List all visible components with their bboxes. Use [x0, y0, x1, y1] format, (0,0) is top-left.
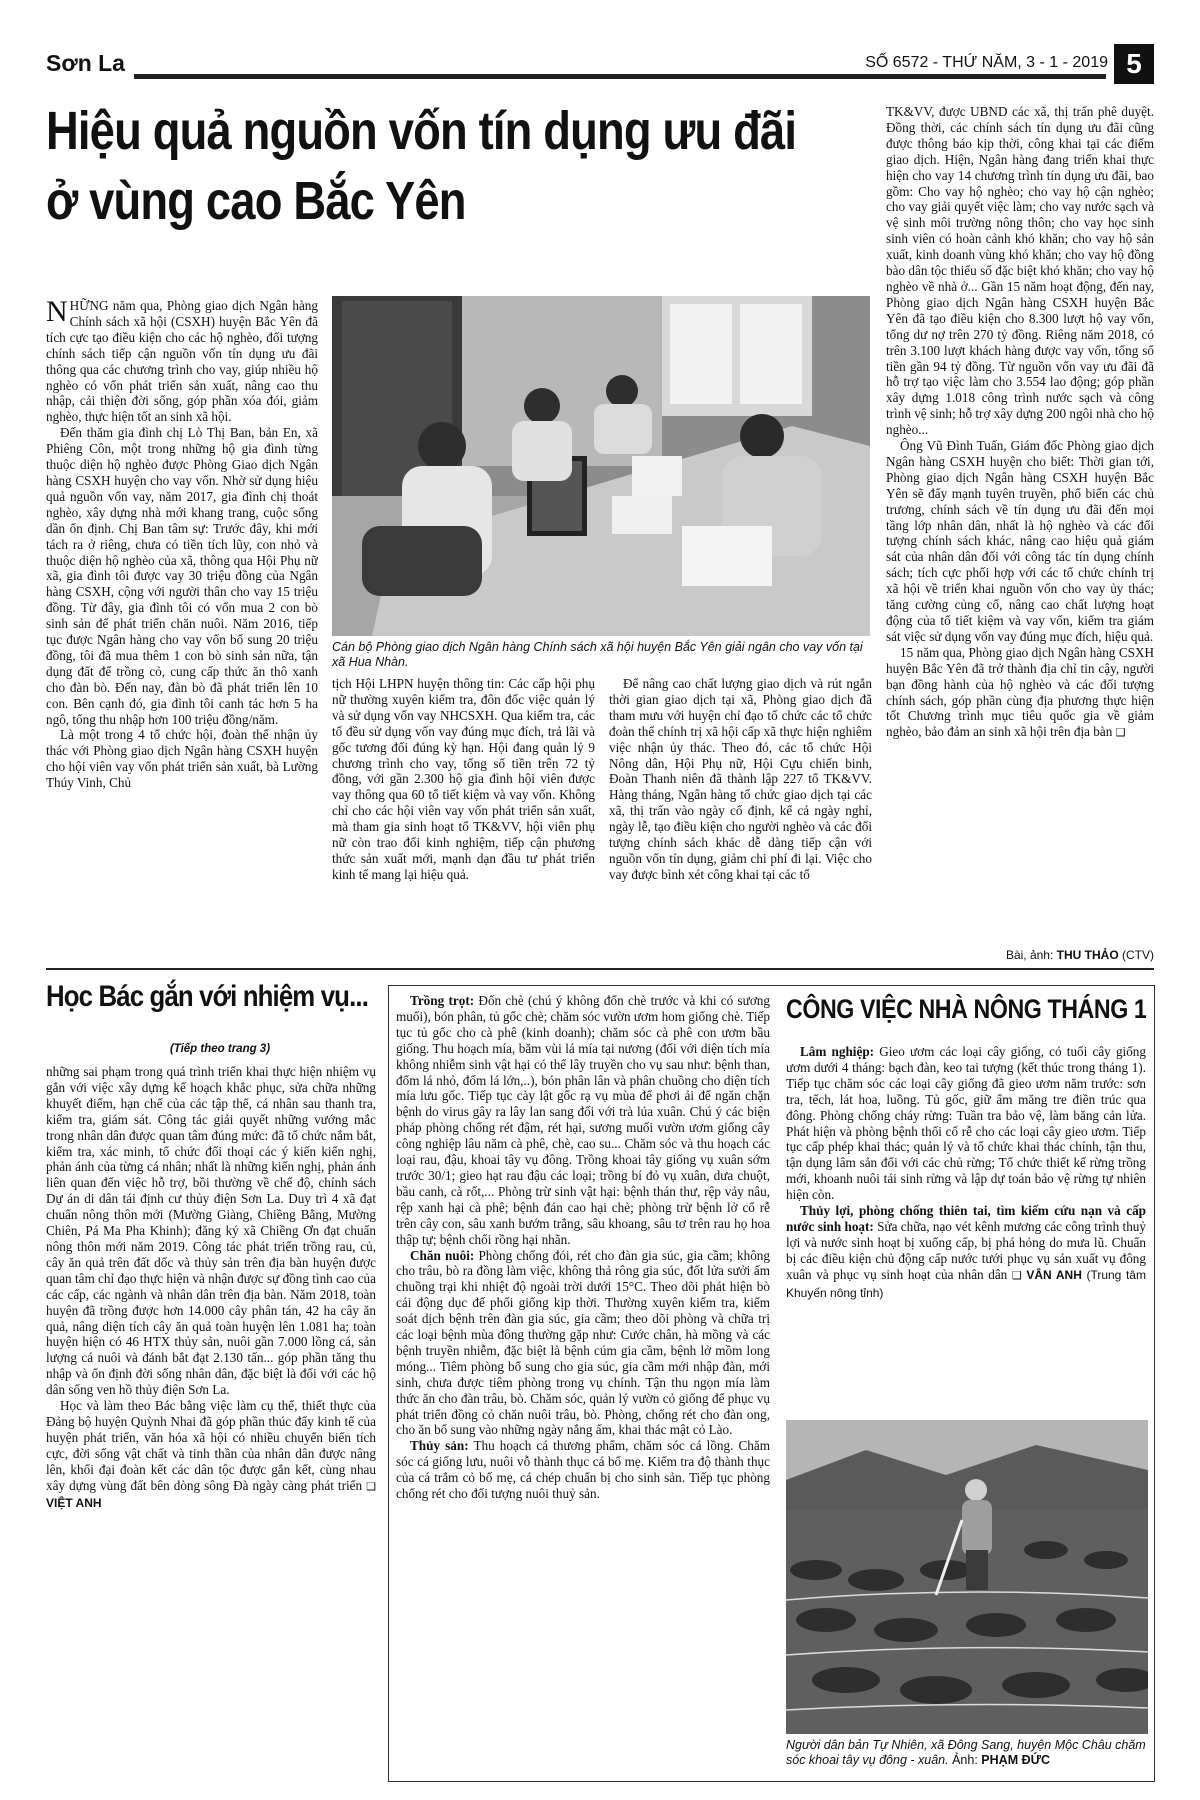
- article1-paragraph: Để nâng cao chất lượng giao dịch và rút ngắn thời gian giao dịch tại xã, Phòng giao dịch đã tham mưu với huyện chỉ đạo tổ chức các tổ chức đoàn thể chính trị xã hội cấp xã thực hiện nghiêm việc nhận ủy thác. Theo đó, các tổ chức Hội Nông dân, Hội Phụ nữ, Hội Cựu chiến binh, Đoàn Thanh niên đã thành lập 227 tổ TK&VV. Hàng tháng, Ngân hàng tổ chức giao dịch tại các xã, thị trấn vào ngày cố định, kể cả ngày nghỉ, ngày lễ, tạo điều kiện cho người nghèo và các đối tượng chính sách khác dễ dàng tiếp cận với nguồn vốn tín dụng, giảm chi phí đi lại. Việc cho vay được bình xét công khai tại các tổ: [609, 676, 872, 882]
- end-mark: ❑: [1011, 1269, 1022, 1282]
- article3-paragraph: Thủy sản: Thu hoạch cá thương phẩm, chăm sóc cá lồng. Chăm sóc cá giống lưu, nuôi vỗ thành thục cá bố mẹ. Kiểm tra độ thành thục của cá trắm cỏ bố mẹ, cá chép chuẩn bị cho sinh sản. Tiếp tục phòng chống rét cho đối tượng nuôi thuỷ sản.: [396, 1438, 770, 1502]
- article1-headline: [46, 96, 886, 236]
- article1-credit: Bài, ảnh: THU THẢO (CTV): [1005, 948, 1154, 962]
- article4-headline: CÔNG VIỆC NHÀ NÔNG THÁNG 1: [786, 994, 1147, 1024]
- article1-paragraph: tịch Hội LHPN huyện thông tin: Các cấp hội phụ nữ thường xuyên kiểm tra, đôn đốc việc quản lý và sử dụng vốn vay NHCSXH. Qua kiểm tra, các tổ đều sử dụng vốn vay đúng mục đích, trả lãi và gốc tương đối đúng kỳ hạn. Hội đang quản lý 9 chương trình cho vay, tổng số tiền trên 72 tỷ đồng, với gần 2.300 hộ gia đình hội viên được vay thông qua 60 tổ tiết kiệm và vay vốn. Không chỉ cho các hội viên vay vốn phát triển sản xuất, mà tham gia sinh hoạt tổ TK&VV, hội viên phụ nữ còn trao đổi kinh nghiệm, tiếp cận phương thức sản xuất mới, mạnh dạn đầu tư phát triển kinh tế mang lại hiệu quả.: [332, 676, 595, 882]
- bank-office-photo-illustration: [332, 296, 870, 636]
- article2-paragraph: Học và làm theo Bác bằng việc làm cụ thể, thiết thực của Đảng bộ huyện Quỳnh Nhai đã góp phần thúc đẩy kinh tế của huyện phát triển, văn hóa xã hội có nhiều chuyển biến tích cực, đời sống vật chất và tinh thần của nhân dân được nâng lên, khối đại đoàn kết các dân tộc được gắn kết, cùng nhau xây dựng vùng đất bên dòng sông Đà ngày càng phát triển ❑ VIỆT ANH: [46, 1398, 376, 1511]
- article4-photo: [786, 1420, 1148, 1734]
- article1-paragraph: TK&VV, được UBND các xã, thị trấn phê duyệt. Đồng thời, các chính sách tín dụng ưu đãi cũng được thông báo kịp thời, công khai tại các điểm giao dịch. Hiện, Ngân hàng đang triển khai thực hiện cho vay 14 chương trình tín dụng ưu đãi, bao gồm: Cho vay hộ nghèo; cho vay hộ cận nghèo; cho vay giải quyết việc làm; cho vay nước sạch và vệ sinh môi trường nông thôn; cho vay học sinh sinh viên có hoàn cảnh khó khăn; cho vay hộ sản xuất, kinh doanh vùng khó khăn; cho vay hộ đồng bào dân tộc thiểu số đặc biệt khó khăn; cho vay hộ nghèo về nhà ở... Gần 15 năm hoạt động, đến nay, Phòng giao dịch Ngân hàng CSXH huyện Bắc Yên đã tạo điều kiện cho 8.300 lượt hộ vay vốn, tổng dư nợ trên 270 tỷ đồng. Riêng năm 2018, có trên 3.100 lượt khách hàng được vay vốn, tổng số tiền gần 94 tỷ đồng. Từ nguồn vốn vay ưu đãi đã hỗ trợ tạo việc làm cho 3.554 lao động; góp phần xây dựng 1.018 công trình nước sạch và công trình vệ sinh; hỗ trợ xây dựng 200 ngôi nhà cho hộ nghèo...: [886, 104, 1154, 438]
- article1-paragraph: Đến thăm gia đình chị Lò Thị Ban, bản En, xã Phiêng Côn, một trong những hộ gia đình từng thuộc diện hộ nghèo được Phòng Giao dịch Ngân hàng CSXH huyện cho vay vốn. Nhờ sử dụng hiệu quả nguồn vốn vay, năm 2017, gia đình chị thoát nghèo, xây dựng nhà mới khang trang, cuộc sống dần ổn định. Chị Ban tâm sự: Trước đây, khi mới tách ra ở riêng, chưa có tiền tích lũy, con nhỏ và thuộc diện hộ nghèo của xã, thông qua Hội Phụ nữ xã, gia đình tôi được vay 30 triệu đồng của Ngân hàng CSXH, cộng với người thân cho vay 15 triệu đồng. Từ đây, gia đình tôi có vốn mua 2 con bò sinh sản để phát triển chăn nuôi. Năm 2016, tiếp tục được Ngân hàng cho vay vốn bổ sung 20 triệu đồng, tôi đã mua thêm 1 con bò sinh sản nữa, tận dụng đất để trồng cỏ, cung cấp thức ăn thô xanh cho đàn bò. Đến nay, đàn bò đã phát triển lên 10 con. Bên cạnh đó, gia đình tôi canh tác hơn 5 ha ngô, tổng thu nhập hơn 100 triệu đồng/năm.: [46, 425, 318, 727]
- end-mark: ❑: [366, 1480, 376, 1493]
- article4-photo-caption: Người dân bản Tự Nhiên, xã Đông Sang, huyện Mộc Châu chăm sóc khoai tây vụ đông - xuân. Ảnh: PHẠM ĐỨC: [786, 1738, 1146, 1767]
- potato-field-photo-illustration: [786, 1420, 1148, 1734]
- article4-author: VÂN ANH: [1026, 1267, 1082, 1282]
- article1-headline-line1: Hiệu quả nguồn vốn tín dụng ưu đãi: [46, 101, 797, 161]
- article2-body: [46, 1064, 376, 1780]
- section-name: Sơn La: [46, 50, 125, 76]
- article1-paragraph: 15 năm qua, Phòng giao dịch Ngân hàng CSXH huyện Bắc Yên đã trở thành địa chỉ tin cậy, người bạn đồng hành của hộ nghèo và các đối tượng chính sách, góp phần cùng địa phương thực hiện tốt Chương trình mục tiêu quốc gia về giảm nghèo, bảo đảm an sinh xã hội trên địa bàn ❑: [886, 644, 1154, 740]
- header-rule: [134, 74, 1106, 79]
- article1-column-2: [332, 676, 595, 958]
- article1-column-1: [46, 298, 318, 958]
- article1-photo-caption: Cán bộ Phòng giao dịch Ngân hàng Chính sách xã hội huyện Bắc Yên giải ngân cho vay vốn tại xã Hua Nhàn.: [332, 640, 863, 669]
- article1-column-3: [609, 676, 872, 958]
- article2-author: VIỆT ANH: [46, 1496, 102, 1511]
- dropcap: N: [46, 298, 68, 328]
- article4-paragraph: Thủy lợi, phòng chống thiên tai, tìm kiếm cứu nạn và cấp nước sinh hoạt: Sửa chữa, nạo vét kênh mương các công trình thuỷ lợi và nước sinh hoạt bị xuống cấp, bị phá hỏng do mưa lũ. Chuẩn bị các điều kiện chủ động cấp nước tưới phục vụ sản xuất vụ đông xuân và phục vụ sinh hoạt của nhân dân ❑ VÂN ANH (Trung tâm Khuyến nông tỉnh): [786, 1203, 1146, 1300]
- article3-paragraph: Trồng trọt: Đốn chè (chú ý không đốn chè trước và khi có sương muối), bón phân, tủ gốc chè; chăm sóc vườn ươm hom giống chè. Tiếp tục tủ gốc cho cà phê (kinh doanh); chăm sóc cà phê con ươm bầu giống. Thu hoạch mía, băm vùi lá mía tại nương (đối với diện tích mía không nhiễm sinh vật hại có thể lây truyền cho vụ sau như: bệnh than, đốm lá nhỏ, đốm lá lớn,..), bón phân lân và phân chuồng cho diện tích mía lưu gốc. Tiếp tục cày lật gốc rạ vụ mùa để phơi ải để ngăn chặn bệnh do virus gây ra lây lan sang đối với trà lúa xuân. Chú ý các biện pháp phòng chống rét đậm, rét hại, sương muối vườn ươm giống cây công nghiệp lâu năm cà phê, chè, cao su... Chăm sóc và thu hoạch các loại rau, đậu, khoai tây vụ đông. Trồng khoai tây giống vụ xuân sớm trước 30/1; gieo hạt rau đậu các loại; trồng bí đỏ vụ xuân, dưa chuột, bầu canh, cà rốt,... Phòng trừ sinh vật hại: bệnh thán thư, rệp vảy nâu, rệp xanh hại cà phê; bệnh đán cao hại chè; phòng trừ bệnh lở cổ rễ trên cây con, sâu xanh bướm trắng, sâu khoang, sâu tơ trên rau họ hoa thập tự; bệnh chổi rồng hại nhãn.: [396, 993, 770, 1247]
- article1-column-4: [886, 104, 1154, 949]
- article4-paragraph: Lâm nghiệp: Gieo ươm các loại cây giống, có tuổi cây giống ươm dưới 4 tháng: bạch đàn, keo tai tượng (kết thúc trong tháng 1). Tiếp tục chăm sóc các loại cây giống đã gieo ươm năm trước: sơn tra, tếch, lát hoa, luồng. Tủ gốc, giữ ẩm măng tre điền trúc qua đông. Phòng chống cháy rừng: Tuần tra bảo vệ, làm băng cản lửa. Phát hiện và phòng bệnh thối cổ rễ cho các loại cây gieo ươm. Tiếp tục cấp phép khai thác; quản lý và tổ chức khai thác chính, tận thu, tận dụng lâm sản đối với các chủ rừng; Tổ chức thiết kế rừng trồng mới, khoanh nuôi tái sinh rừng và lập dự toán bảo vệ rừng tự nhiên hiện còn.: [786, 1044, 1146, 1203]
- end-mark: ❑: [1115, 727, 1126, 740]
- article2-paragraph: những sai phạm trong quá trình triển khai thực hiện nhiệm vụ gắn với việc xây dựng kế hoạch khắc phục, sửa chữa những khuyết điểm, hạn chế của các tập thể, cá nhân sau thanh tra, kiểm tra, giám sát. Công tác giải quyết những vướng mắc trong nhân dân được quan tâm đúng mức: đã tổ chức nắm bắt, kiểm tra, xác minh, tổ chức đối thoại các ý kiến kiến nghị, phản ánh của từng cá nhân; nhất là những kiến nghị, phản ánh liên quan đến việc hỗ trợ, bồi thường về chế độ, chính sách Dự án di dân tái định cư thủy điện Sơn La. Duy trì 4 xã đạt chuẩn nông thôn mới (Mường Giàng, Chiềng Bằng, Mường Chiên, Pá Ma Pha Khinh); đăng ký xã Chiềng Ơn đạt chuẩn nông thôn mới năm 2019. Công tác phát triển trồng rau, củ, cây ăn quả trên đất dốc và thủy sản trên địa bàn huyện được quan tâm chỉ đạo thực hiện và nhận được sự đồng tình cao của các cấp, các ngành và nhân dân trên địa bàn. Năm 2018, toàn huyện đã trồng được hơn 14.000 cây phân tán, 42 ha cây ăn quả, nâng diện tích cây ăn quả toàn huyện lên 1.081 ha; toàn huyện hiện có 46 HTX thủy sản, nuôi gần 7.000 lồng cá, sản lượng cá nuôi và đánh bắt đạt 2.130 tấn... góp phần tăng thu nhập và ổn định đời sống nhân dân, đặc biệt là đối với các hộ dân sống ven hồ thủy điện Sơn La.: [46, 1064, 376, 1398]
- issue-info: SỐ 6572 - THỨ NĂM, 3 - 1 - 2019: [865, 54, 1108, 71]
- section-divider: [46, 968, 1154, 970]
- article2-headline: Học Bác gắn với nhiệm vụ...: [46, 980, 369, 1013]
- article4-body: [786, 1044, 1146, 1400]
- article1-photo: [332, 296, 870, 636]
- article1-paragraph: Là một trong 4 tổ chức hội, đoàn thể nhận ủy thác với Phòng giao dịch Ngân hàng CSXH huyện cho hội viên vay vốn phát triển sản xuất, bà Lường Thúy Vinh, Chủ: [46, 727, 318, 791]
- article4-photo-credit: Ảnh: PHẠM ĐỨC: [952, 1753, 1050, 1767]
- article4-author-org: (Trung tâm Khuyến nông tỉnh): [786, 1267, 1146, 1300]
- page-number: 5: [1114, 44, 1154, 84]
- article1-paragraph: Ông Vũ Đình Tuấn, Giám đốc Phòng giao dịch Ngân hàng CSXH huyện cho biết: Thời gian tới, Phòng giao dịch Ngân hàng CSXH huyện Bắc Yên sẽ đẩy mạnh tuyên truyền, phổ biến các chủ trương, chính sách về tín dụng ưu đãi đến mọi tầng lớp nhân dân, nhất là hộ nghèo và các đối tượng chính sách khác, nâng cao hiệu quả giám sát của nhân dân đối với công tác tín dụng chính sách; tích cực phối hợp với các tổ chức chính trị xã hội về triển khai nguồn vốn cho vay ủy thác; tăng cường củng cố, nâng cao chất lượng hoạt động của tổ tiết kiệm và vay vốn, kiểm tra giám sát việc sử dụng vốn vay đúng mục đích, hiệu quả.: [886, 438, 1154, 644]
- article1-headline-line2: ở vùng cao Bắc Yên: [46, 171, 466, 231]
- article3-paragraph: Chăn nuôi: Phòng chống đói, rét cho đàn gia súc, gia cầm; không cho trâu, bò ra đồng làm việc, không thả rông gia súc, đốt lửa sưởi ấm chuồng trại khi nhiệt độ ngoài trời dưới 15°C. Theo dõi phát hiện bò cái động dục để phối giống kịp thời. Thường xuyên kiểm tra, kiểm soát dịch bệnh trên đàn gia súc, gia cầm; theo dõi phòng và chữa trị các loại bệnh mùa đông thường gặp như: Cước chân, hà mồng và các bệnh truyền nhiễm, đặc biệt là bệnh cúm gia cầm, bệnh lở mồm long móng... Tiêm phòng bổ sung cho gia súc, gia cầm mới nhập đàn, mới sinh, chưa được tiêm phòng trong vụ chính. Tận thu ngọn mía làm thức ăn cho đàn trâu, bò. Chăm sóc, quản lý vườn cỏ giống để phục vụ phát triển đồng cỏ chăn nuôi trâu, bò. Phòng, chống rét cho đàn ong, cho ăn bổ sung vào những ngày nắng ấm, khai thác mật cỏ Lào.: [396, 1247, 770, 1438]
- article3-body: [396, 993, 770, 1773]
- continued-from: (Tiếp theo trang 3): [169, 1043, 271, 1055]
- article1-paragraph: NHỮNG năm qua, Phòng giao dịch Ngân hàng Chính sách xã hội (CSXH) huyện Bắc Yên đã tích cực tạo điều kiện cho các hộ nghèo, đối tượng chính sách tiếp cận nguồn vốn tín dụng ưu đãi thông qua các chương trình cho vay, giúp nhiều hộ nghèo có vốn phát triển sản xuất, nâng cao thu nhập, cải thiện đời sống, góp phần xóa đói, giảm nghèo, thực hiện tốt an sinh xã hội.: [46, 298, 318, 425]
